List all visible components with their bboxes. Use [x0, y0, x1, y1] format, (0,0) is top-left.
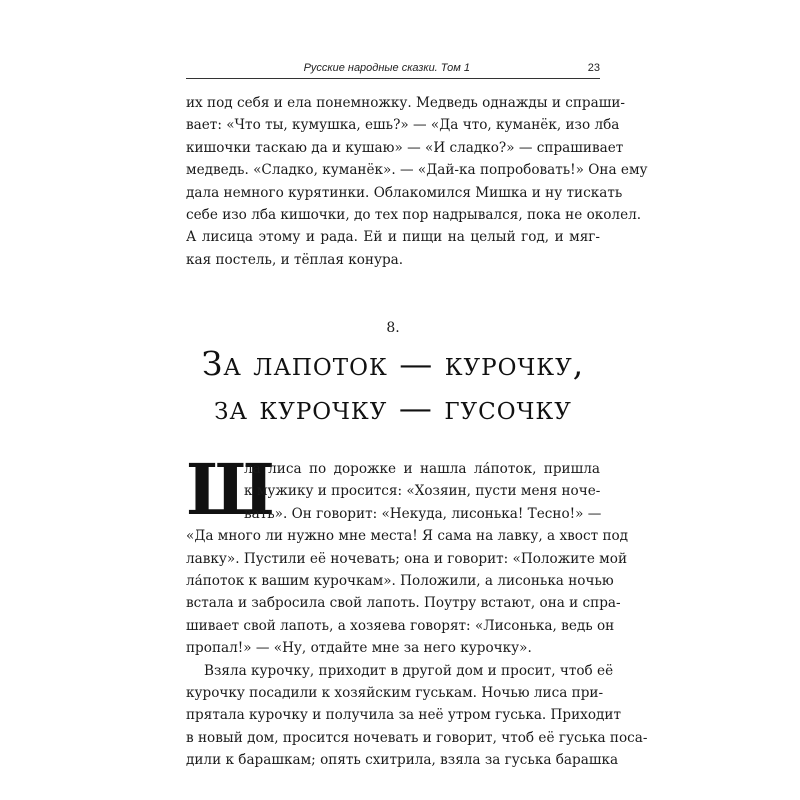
text-line: шивает свой лапоть, а хозяева говорят: «Лисонька, ведь он	[186, 617, 615, 634]
previous-story-ending	[186, 92, 648, 271]
text-line: к мужику и просится: «Хозяин, пусти меня ноче-	[244, 483, 601, 500]
page-number: 23	[587, 62, 600, 74]
text-line: пропал!» — «Ну, отдайте мне за него курочку».	[186, 640, 532, 657]
text-line: кишочки таскаю да и кушаю» — «И сладко?» — спрашивает	[186, 139, 624, 156]
chapter-title	[176, 342, 610, 430]
text-line: «Да много ли нужно мне места! Я сама на лавку, а хвост под	[186, 528, 629, 545]
text-line: лавку». Пустили её ночевать; она и говорит: «Положите мой	[186, 550, 628, 567]
text-line: их под себя и ела понемножку. Медведь однажды и спраши-	[186, 95, 626, 111]
text-line: дала немного курятинки. Облакомился Мишка и ну тискать	[186, 184, 623, 201]
text-line: вает: «Что ты, кумушка, ешь?» — «Да что, куманёк, изо лба	[186, 117, 620, 134]
drop-cap: Ш	[186, 448, 275, 531]
chapter-title-line: за курочку — гусочку	[214, 388, 572, 427]
text-line: вать». Он говорит: «Некуда, лисонька! Тесно!» —	[244, 505, 602, 522]
text-line: дили к барашкам; опять схитрила, взяла за гуська барашка	[186, 752, 619, 769]
text-line: Взяла курочку, приходит в другой дом и просит, чтоб её	[204, 662, 614, 679]
text-line: ла лиса по дорожке и нашла ла́поток, пришла	[244, 461, 600, 477]
text-line: прятала курочку и получила за неё утром гуська. Приходит	[186, 707, 621, 724]
running-head	[186, 60, 600, 78]
header-rule	[186, 78, 600, 79]
text-line: встала и забросила свой лапоть. Поутру встают, она и спра-	[186, 595, 621, 612]
text-line: в новый дом, просится ночевать и говорит, чтоб её гуська поса-	[186, 729, 648, 746]
text-line: медведь. «Сладко, куманёк». — «Дай-ка попробовать!» Она ему	[186, 162, 648, 179]
text-line: А лисица этому и рада. Ей и пищи на целый год, и мяг-	[186, 229, 600, 246]
text-line: ла́поток к вашим курочкам». Положили, а лисонька ночью	[186, 572, 614, 589]
chapter-number: 8.	[386, 320, 400, 336]
chapter-body	[186, 448, 648, 771]
running-title: Русские народные сказки. Том 1	[303, 62, 470, 74]
chapter-title-line: За лапоток — курочку,	[201, 344, 585, 383]
text-line: курочку посадили к хозяйским гуськам. Ночью лиса при-	[186, 684, 604, 701]
text-line: себе изо лба кишочки, до тех пор надрывался, пока не околел.	[186, 206, 642, 223]
text-line: кая постель, и тёплая конура.	[186, 251, 404, 268]
